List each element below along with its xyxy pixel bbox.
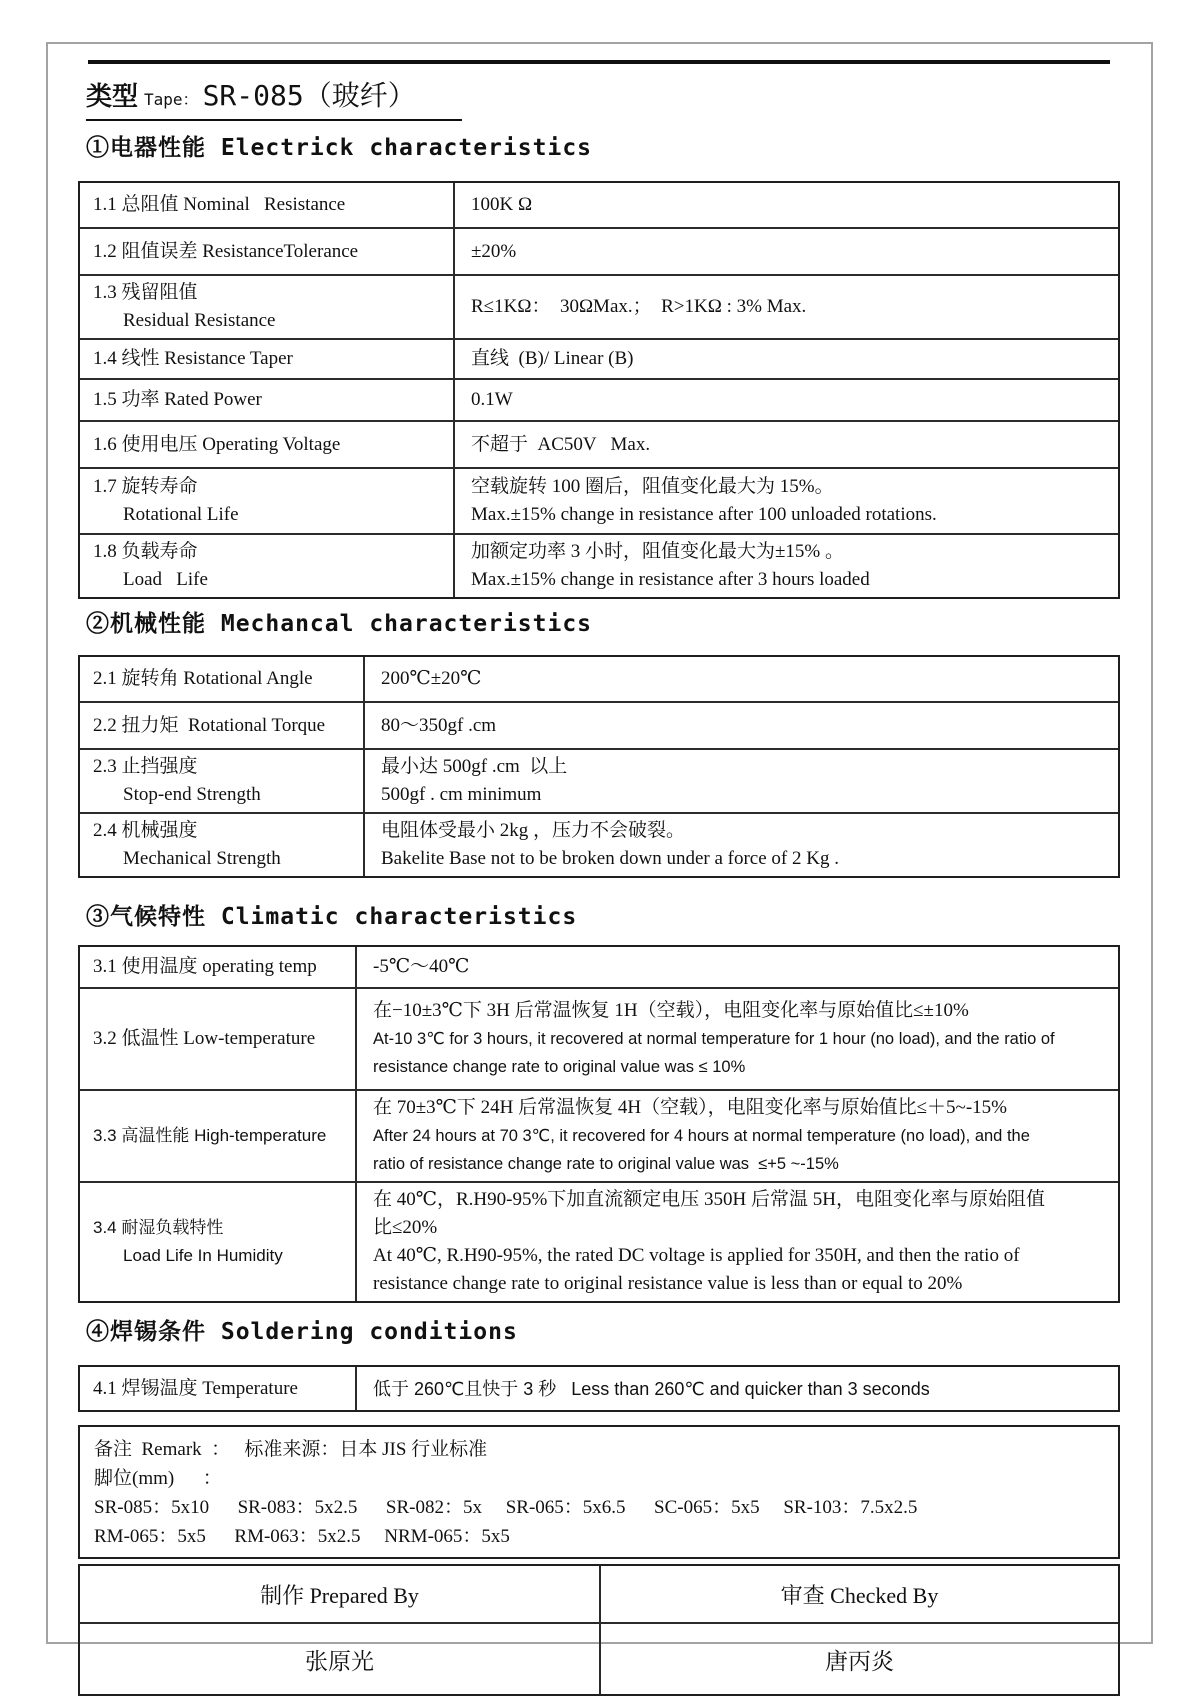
row-label: 3.3 高温性能 High-temperature [80, 1091, 357, 1181]
mechanical-table [78, 655, 1120, 878]
row-value: 0.1W [471, 389, 513, 410]
doc-title-type: 类型 [86, 82, 139, 111]
signoff-table [78, 1564, 1120, 1696]
row-label: 3.1 使用温度 operating temp [80, 947, 357, 987]
row-label: 1.8 负载寿命 Load Life [80, 535, 455, 597]
row-value: -5℃～40℃ [373, 956, 470, 977]
table-row [80, 987, 1118, 1089]
checked-by-name: 唐丙炎 [599, 1624, 1118, 1694]
prepared-by-label: 制作 Prepared By [260, 1582, 419, 1608]
row-label: 1.1 总阻值 Nominal Resistance [80, 183, 455, 227]
remark-standard-source: 备注 Remark ： 标准来源：日本 JIS 行业标准 [94, 1439, 488, 1460]
table-row [80, 227, 1118, 274]
row-label: 1.7 旋转寿命 Rotational Life [80, 469, 455, 533]
table-row [80, 947, 1118, 987]
remark-pin-pitch-label: 脚位(mm) ： [94, 1468, 222, 1489]
row-value: ±20% [471, 240, 517, 262]
row-value: 不超于 AC50V Max. [471, 433, 651, 455]
table-row [80, 1089, 1118, 1181]
row-value: 200℃±20℃ [381, 668, 482, 689]
top-rule [88, 60, 1110, 64]
row-value: 加额定功率 3 小时，阻值变化最大为±15% 。 Max.±15% change in resistance after 3 hours loaded [471, 541, 870, 590]
table-row [80, 812, 1118, 876]
row-value: 在−10±3℃下 3H 后常温恢复 1H（空载），电阻变化率与原始值比≤±10% At-10 3℃ for 3 hours, it recovered at normal temperature for 1 hour (no load), and the ratio of resistance change rate to original value was ≤ 10% [373, 1000, 1055, 1076]
table-row [80, 701, 1118, 748]
row-label: 1.3 残留阻值 Residual Resistance [80, 276, 455, 338]
electrical-table [78, 181, 1120, 599]
row-label: 1.6 使用电压 Operating Voltage [80, 422, 455, 467]
soldering-table [78, 1365, 1120, 1412]
table-row [80, 657, 1118, 701]
row-label: 1.4 线性 Resistance Taper [80, 340, 455, 378]
section-heading-climatic: ③气候特性 Climatic characteristics [86, 904, 578, 930]
row-value: 80～350gf .cm [381, 714, 497, 736]
table-row [80, 1367, 1118, 1410]
row-value: 直线 (B)/ Linear (B) [471, 348, 634, 369]
row-value: R≤1KΩ： 30ΩMax.； R>1KΩ : 3% Max. [471, 296, 807, 317]
table-row [80, 274, 1118, 338]
doc-title-model: SR-085（玻纤） [202, 79, 416, 112]
section-heading-soldering: ④焊锡条件 Soldering conditions [86, 1319, 518, 1345]
doc-title [86, 74, 462, 121]
row-label: 1.5 功率 Rated Power [80, 380, 455, 420]
remark-pin-pitch-row-2: RM-065：5x5 RM-063：5x2.5 NRM-065：5x5 [94, 1526, 510, 1547]
remark-pin-pitch-row-1: SR-085：5x10 SR-083：5x2.5 SR-082：5x SR-065：5x6.5 SC-065：5x5 SR-103：7.5x2.5 [94, 1497, 918, 1518]
row-value: 电阻体受最小 2kg ，压力不会破裂。 Bakelite Base not to be broken down under a force of 2 Kg . [381, 820, 839, 869]
checked-by-label: 审查 Checked By [599, 1566, 1118, 1622]
row-label: 3.2 低温性 Low-temperature [80, 989, 357, 1089]
table-row [80, 183, 1118, 227]
row-label: 2.1 旋转角 Rotational Angle [80, 657, 365, 701]
section-heading-electrical: ①电器性能 Electrick characteristics [86, 135, 593, 161]
row-label: 1.2 阻值误差 ResistanceTolerance [80, 229, 455, 274]
table-row [80, 467, 1118, 533]
signoff-name-row [80, 1622, 1118, 1694]
table-row [80, 378, 1118, 420]
page-frame [46, 42, 1153, 1674]
section-heading-mechanical: ②机械性能 Mechancal characteristics [86, 611, 593, 637]
table-row [80, 338, 1118, 378]
table-row [80, 748, 1118, 812]
row-value: 最小达 500gf .cm 以上 500gf . cm minimum [381, 756, 568, 805]
remark-box [78, 1425, 1120, 1559]
row-value: 100K Ω [471, 194, 533, 215]
table-row [80, 420, 1118, 467]
row-label: 2.2 扭力矩 Rotational Torque [80, 703, 365, 748]
row-value: 空载旋转 100 圈后，阻值变化最大为 15%。 Max.±15% change in resistance after 100 unloaded rotations. [471, 476, 937, 525]
row-label: 4.1 焊锡温度 Temperature [80, 1367, 357, 1410]
row-label: 2.4 机械强度 Mechanical Strength [80, 814, 365, 876]
prepared-by-name: 张原光 [305, 1648, 374, 1674]
doc-title-tape-label: Tape： [144, 90, 199, 109]
row-label: 3.4 耐湿负载特性 Load Life In Humidity [80, 1183, 357, 1301]
climatic-table [78, 945, 1120, 1303]
table-row [80, 533, 1118, 597]
signoff-header-row [80, 1566, 1118, 1622]
row-label: 2.3 止挡强度 Stop-end Strength [80, 750, 365, 812]
table-row [80, 1181, 1118, 1301]
row-value: 在 70±3℃下 24H 后常温恢复 4H（空载），电阻变化率与原始值比≤＋5~-15% After 24 hours at 70 3℃, it recovered for 4 hours at normal temperature (no load), and the ratio of resistance change rate to original value was ≤+5 ~-15% [373, 1097, 1030, 1173]
row-value: 低于 260℃且快于 3 秒 Less than 260℃ and quicker than 3 seconds [373, 1378, 930, 1399]
row-value: 在 40℃，R.H90-95%下加直流额定电压 350H 后常温 5H，电阻变化率与原始阻值 比≤20% At 40℃, R.H90-95%, the rated DC voltage is applied for 350H, and then the ratio of resistance change rate to original resistance value is less than or equal to 20% [373, 1189, 1045, 1294]
